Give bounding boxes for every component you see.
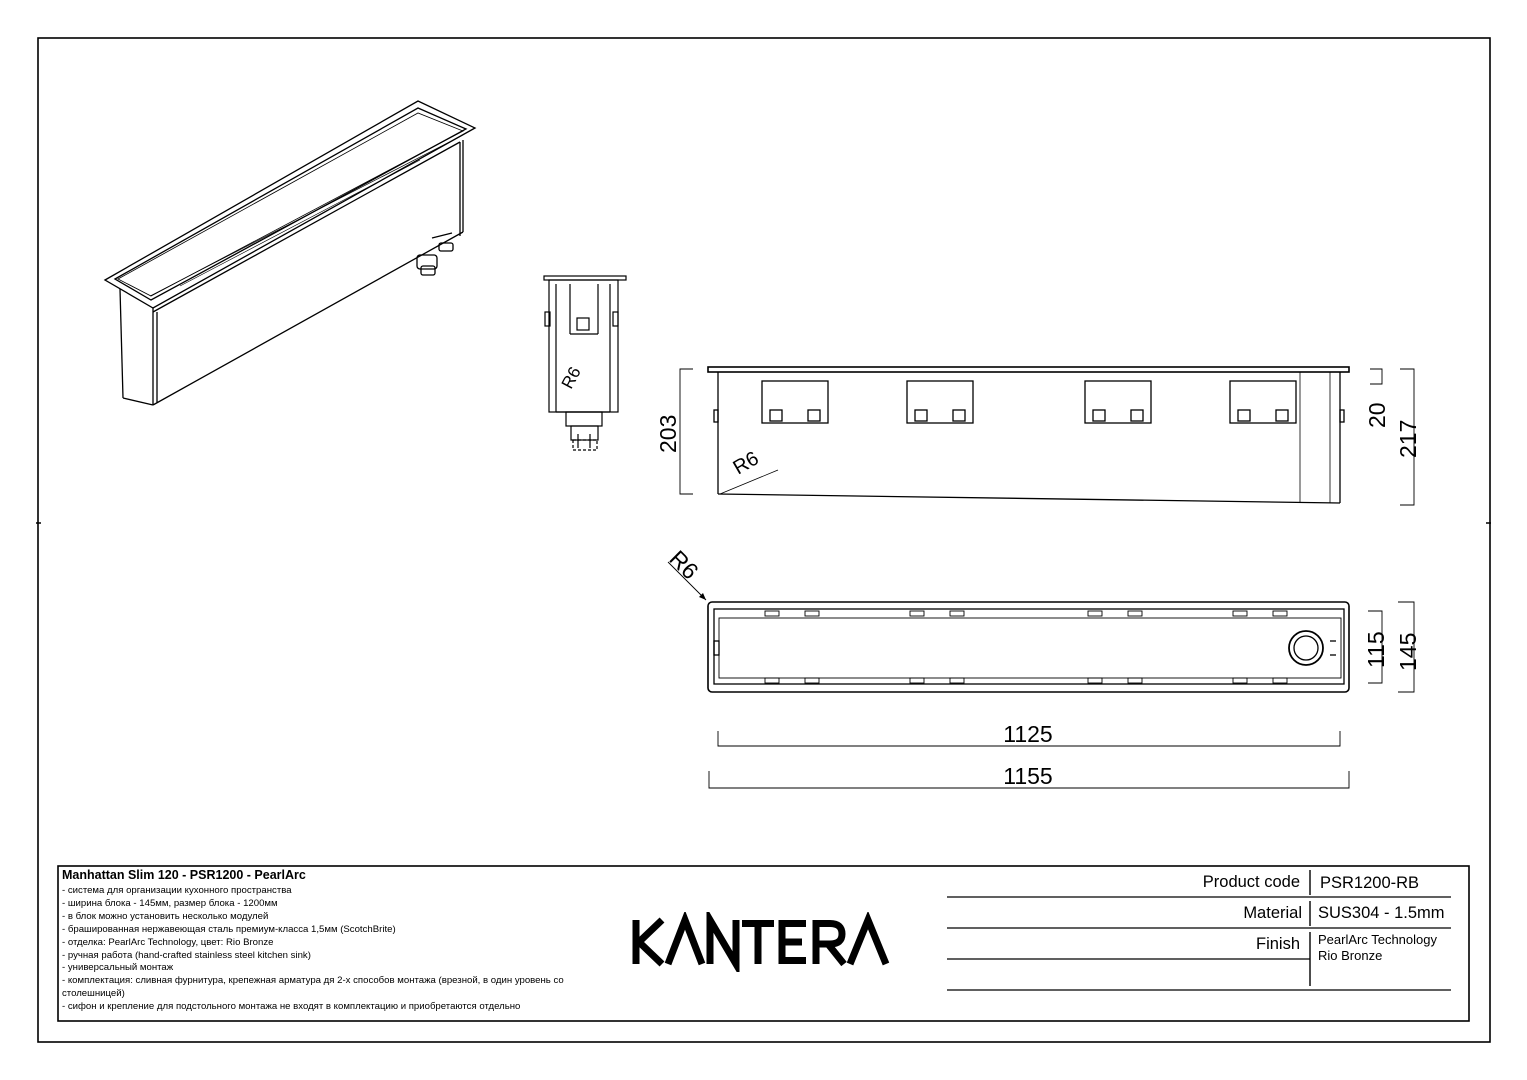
- note-line: - универсальный монтаж: [62, 962, 174, 974]
- kantera-logo: [630, 912, 892, 972]
- top-dimension-lines: [709, 602, 1414, 788]
- product-code-label: Product code: [1202, 873, 1300, 891]
- product-code-value: PSR1200-RB: [1320, 874, 1420, 892]
- note-line: - система для организации кухонного пространства: [62, 885, 292, 896]
- front-view: [708, 367, 1349, 503]
- top-inner-width-label: 115: [1363, 631, 1389, 668]
- finish-line-technology: PearlArc Technology: [1318, 932, 1437, 947]
- finish-line-color: Rio Bronze: [1318, 948, 1383, 963]
- outer-length-label: 1155: [1003, 763, 1053, 789]
- note-line: - сифон и крепление для подстольного монтажа не входят в комплектацию и приобретаются отдельно: [62, 1001, 521, 1013]
- product-notes: [62, 885, 622, 1014]
- front-total-label: 217: [1395, 419, 1421, 458]
- material-value: SUS304 - 1.5mm: [1318, 904, 1445, 922]
- note-line: - в блок можно установить несколько модулей: [62, 910, 269, 922]
- front-radius-label: R6: [729, 447, 763, 480]
- material-label: Material: [1243, 904, 1302, 922]
- top-radius-label: R6: [664, 545, 704, 585]
- finish-label: Finish: [1255, 935, 1300, 953]
- finish-value: [1318, 932, 1437, 964]
- front-height-label: 203: [655, 414, 681, 453]
- side-view: [544, 276, 626, 450]
- front-dimension-lines: [680, 369, 1414, 505]
- top-outer-width-label: 145: [1395, 632, 1421, 671]
- product-title: Manhattan Slim 120 - PSR1200 - PearlArc: [62, 868, 306, 882]
- note-line: - ширина блока - 145мм, размер блока - 1200мм: [62, 897, 278, 909]
- note-line: - отделка: PearlArc Technology, цвет: Rio Bronze: [62, 936, 274, 948]
- note-line: - брашированная нержавеющая сталь премиум-класса 1,5мм (ScotchBrite): [62, 923, 396, 935]
- note-line: - ручная работа (hand-crafted stainless steel kitchen sink): [62, 949, 311, 961]
- top-view: [668, 562, 1349, 692]
- side-radius-label: R6: [557, 363, 585, 392]
- inner-length-label: 1125: [1003, 721, 1053, 747]
- isometric-view: [105, 101, 475, 405]
- front-rim-label: 20: [1364, 402, 1390, 428]
- note-line: - комплектация: сливная фурнитура, крепежная арматура дя 2-х способов монтажа (врезной, в один уровень со столешницей): [62, 975, 564, 1000]
